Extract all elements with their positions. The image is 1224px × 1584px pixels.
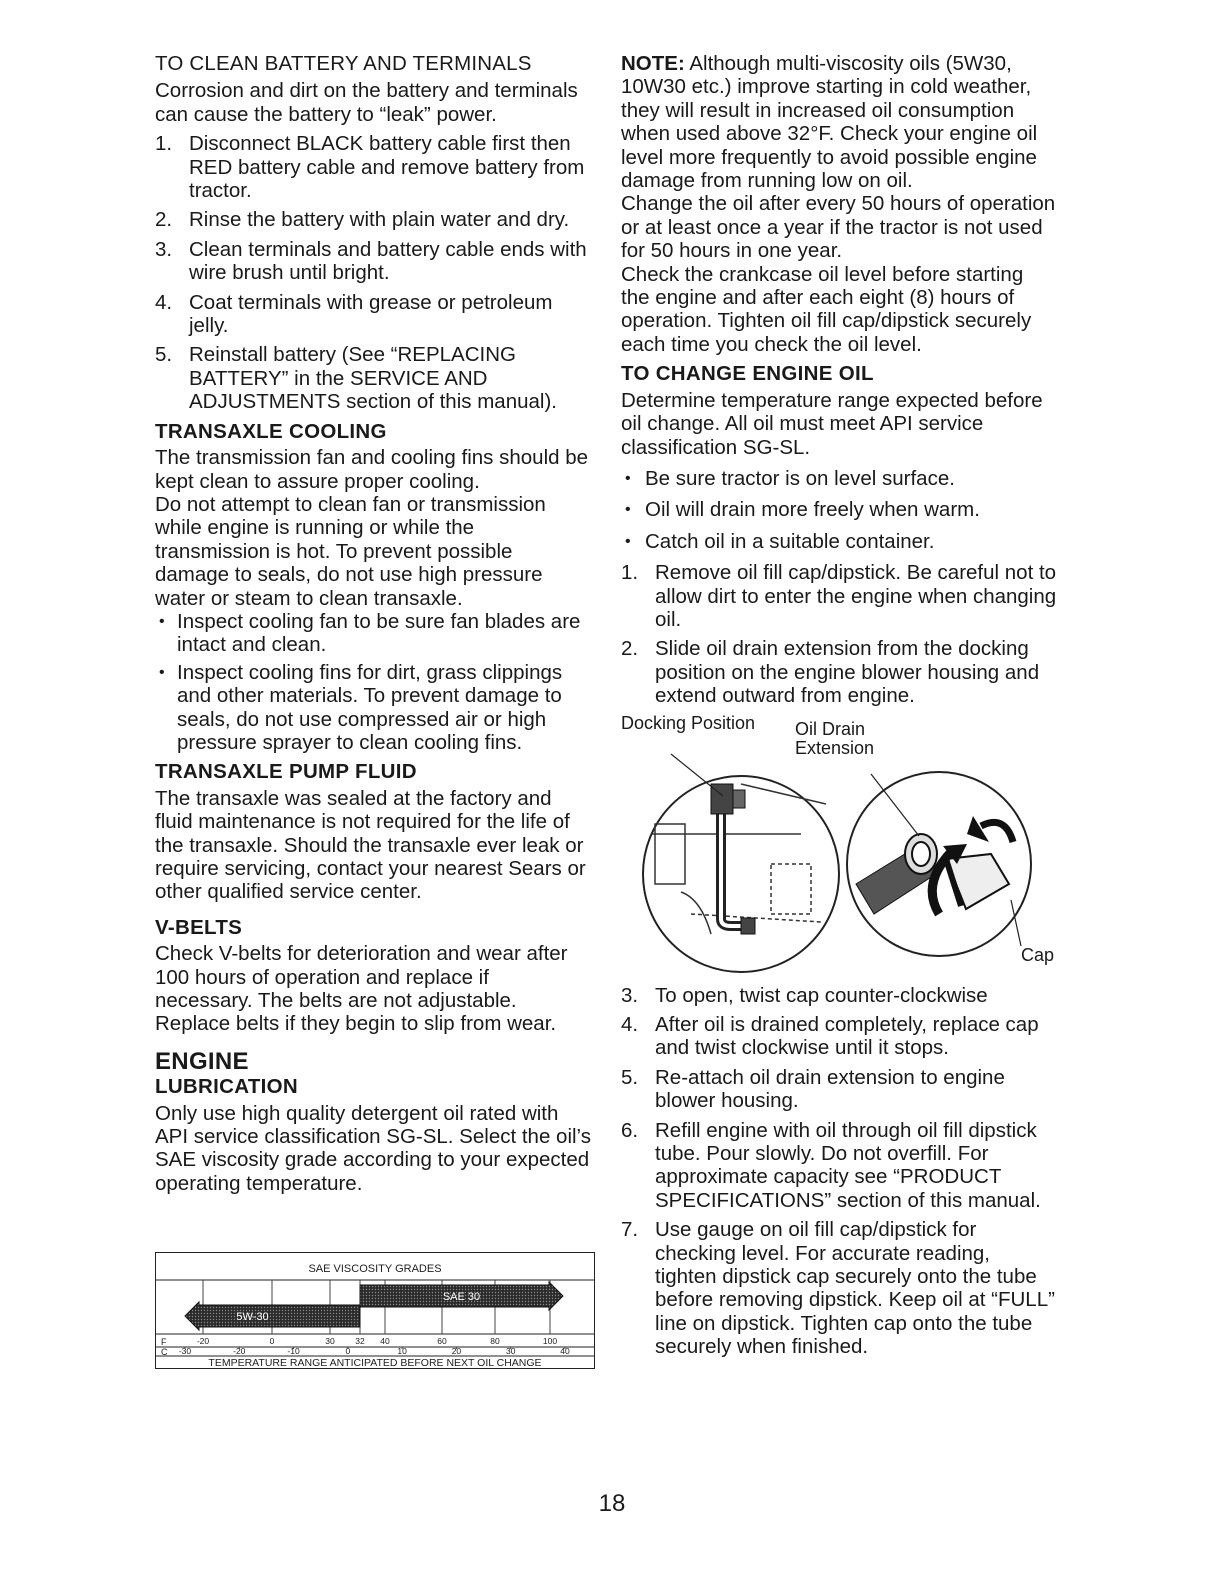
list-item: • Inspect cooling fan to be sure fan blades are intact and clean. xyxy=(155,610,591,657)
list-item: 2. Rinse the battery with plain water and dry. xyxy=(155,208,570,232)
fahrenheit-tick-label: 40 xyxy=(380,1336,390,1346)
list-item: 7. Use gauge on oil fill cap/dipstick for checking level. For accurate reading, tighten dipstick cap securely onto the tube before removing dipstick. Keep oil at “FULL” line on dipstick. Tighten cap onto the tube securely when finished. xyxy=(621,1218,1055,1359)
note-label: NOTE: xyxy=(621,52,685,75)
lubrication-text: Only use high quality detergent oil rated with API service classification SG-SL. Select the oil’s SAE viscosity grade according to your expected operating temperature. xyxy=(155,1101,591,1195)
cap-label: Cap xyxy=(1021,944,1055,965)
fahrenheit-tick-label: 60 xyxy=(437,1336,447,1346)
list-item: • Oil will drain more freely when warm. xyxy=(621,498,1057,521)
page-number: 18 xyxy=(598,1490,626,1517)
battery-heading: TO CLEAN BATTERY AND TERMINALS xyxy=(155,52,532,75)
chart-xlabel: TEMPERATURE RANGE ANTICIPATED BEFORE NEXT OIL CHANGE xyxy=(208,1357,542,1369)
oil-note: NOTE: Although multi-viscosity oils (5W30, 10W30 etc.) improve starting in cold weather, they will result in increased oil consumption when used above 32°F. Check your engine oil level more frequently to avoid possible engine damage from running low on oil. xyxy=(621,52,1038,193)
transaxle-cooling-p2: Do not attempt to clean fan or transmission while engine is running or while the transmission is hot. To prevent possible damage to seals, do not use high pressure water or steam to clean transaxle. xyxy=(155,492,546,610)
viscosity-arrow-5w30 xyxy=(185,1302,360,1330)
right-column xyxy=(621,52,1057,1365)
list-item: 3. Clean terminals and battery cable ends with wire brush until bright. xyxy=(155,237,587,285)
list-item: • Inspect cooling fins for dirt, grass clippings and other materials. To prevent damage to seals, do not use compressed air or high pressure sprayer to clean cooling fins. xyxy=(155,661,591,755)
celsius-label: C xyxy=(161,1347,168,1357)
engine-heading: ENGINE xyxy=(155,1047,249,1075)
viscosity-arrow-label: 5W-30 xyxy=(236,1311,269,1323)
vbelts-heading: V-BELTS xyxy=(155,915,243,939)
vbelts-text: Check V-belts for deterioration and wear after 100 hours of operation and replace if necessary. The belts are not adjustable. Replace belts if they begin to slip from wear. xyxy=(155,942,568,1036)
celsius-tick-label: 0 xyxy=(345,1346,351,1356)
transaxle-cooling-bullets xyxy=(155,610,591,754)
left-column xyxy=(155,52,591,1201)
battery-intro: Corrosion and dirt on the battery and terminals can cause the battery to “leak” power. xyxy=(155,79,578,126)
list-item: 4. Coat terminals with grease or petroleum jelly. xyxy=(155,290,553,338)
fahrenheit-tick-label: 100 xyxy=(542,1336,558,1346)
fahrenheit-tick-label: 80 xyxy=(490,1336,500,1346)
battery-steps xyxy=(155,132,591,413)
celsius-tick-label: 30 xyxy=(505,1346,516,1356)
list-item: • Be sure tractor is on level surface. xyxy=(621,467,1057,490)
list-item: 6. Refill engine with oil through oil fill dipstick tube. Pour slowly. Do not overfill. For approximate capacity see “PRODUCT SPECIFICATIONS” section of this manual. xyxy=(621,1118,1041,1212)
fahrenheit-tick-label: -20 xyxy=(196,1336,210,1346)
list-item: 4. After oil is drained completely, replace cap and twist clockwise until it stops. xyxy=(621,1012,1039,1060)
oil-check-text: Check the crankcase oil level before starting the engine and after each eight (8) hours of operation. Tighten oil fill cap/dipstick securely each time you check the oil level. xyxy=(621,262,1032,356)
change-oil-steps-a xyxy=(621,561,1057,707)
celsius-tick-label: -20 xyxy=(233,1346,246,1356)
change-oil-heading: TO CHANGE ENGINE OIL xyxy=(621,362,874,386)
celsius-tick-label: 40 xyxy=(560,1346,570,1356)
sae-viscosity-chart xyxy=(155,1252,595,1375)
lubrication-heading: LUBRICATION xyxy=(155,1075,298,1099)
viscosity-arrow-label: SAE 30 xyxy=(442,1291,481,1303)
transaxle-pump-heading: TRANSAXLE PUMP FLUID xyxy=(155,760,417,784)
fahrenheit-tick-label: 32 xyxy=(355,1336,365,1346)
list-item: 1. Remove oil fill cap/dipstick. Be careful not to allow dirt to enter the engine when changing oil. xyxy=(621,561,1057,631)
change-oil-intro: Determine temperature range expected before oil change. All oil must meet API service classification SG-SL. xyxy=(621,388,1043,459)
list-item: 3. To open, twist cap counter-clockwise xyxy=(621,983,988,1007)
transaxle-pump-text: The transaxle was sealed at the factory and fluid maintenance is not required for the life of the transaxle. Should the transaxle ever leak or require servicing, contact your nearest Sears or other qualified service center. xyxy=(155,786,586,904)
chart-title: SAE VISCOSITY GRADES xyxy=(308,1263,442,1275)
oil-drain-extension-label: Oil Drain Extension xyxy=(795,718,875,758)
list-item: 1. Disconnect BLACK battery cable first then RED battery cable and remove battery from tractor. xyxy=(155,132,585,203)
celsius-tick-label: -10 xyxy=(287,1346,300,1356)
docking-position-label: Docking Position xyxy=(621,712,756,733)
celsius-tick-label: 10 xyxy=(397,1346,407,1356)
change-oil-steps-b xyxy=(621,984,1057,1359)
change-oil-bullets xyxy=(621,467,1057,553)
viscosity-svg xyxy=(155,1252,595,1370)
transaxle-cooling-heading: TRANSAXLE COOLING xyxy=(155,419,387,443)
fahrenheit-tick-label: 30 xyxy=(325,1336,335,1346)
fahrenheit-tick-label: 0 xyxy=(269,1336,275,1346)
list-item: 2. Slide oil drain extension from the docking position on the engine blower housing and extend outward from engine. xyxy=(621,637,1040,708)
celsius-tick-label: 20 xyxy=(451,1346,462,1356)
oil-change-interval: Change the oil after every 50 hours of operation or at least once a year if the tractor is not used for 50 hours in one year. xyxy=(621,192,1056,263)
fahrenheit-label: F xyxy=(161,1337,167,1347)
oil-drain-figure xyxy=(621,714,1061,976)
list-item: • Catch oil in a suitable container. xyxy=(621,530,1057,553)
list-item: 5. Reinstall battery (See “REPLACING BATTERY” in the SERVICE AND ADJUSTMENTS section of this manual). xyxy=(155,343,557,414)
list-item: 5. Re-attach oil drain extension to engine blower housing. xyxy=(621,1065,1005,1113)
celsius-tick-label: -30 xyxy=(178,1346,192,1356)
transaxle-cooling-p1: The transmission fan and cooling fins should be kept clean to assure proper cooling. xyxy=(155,446,589,493)
